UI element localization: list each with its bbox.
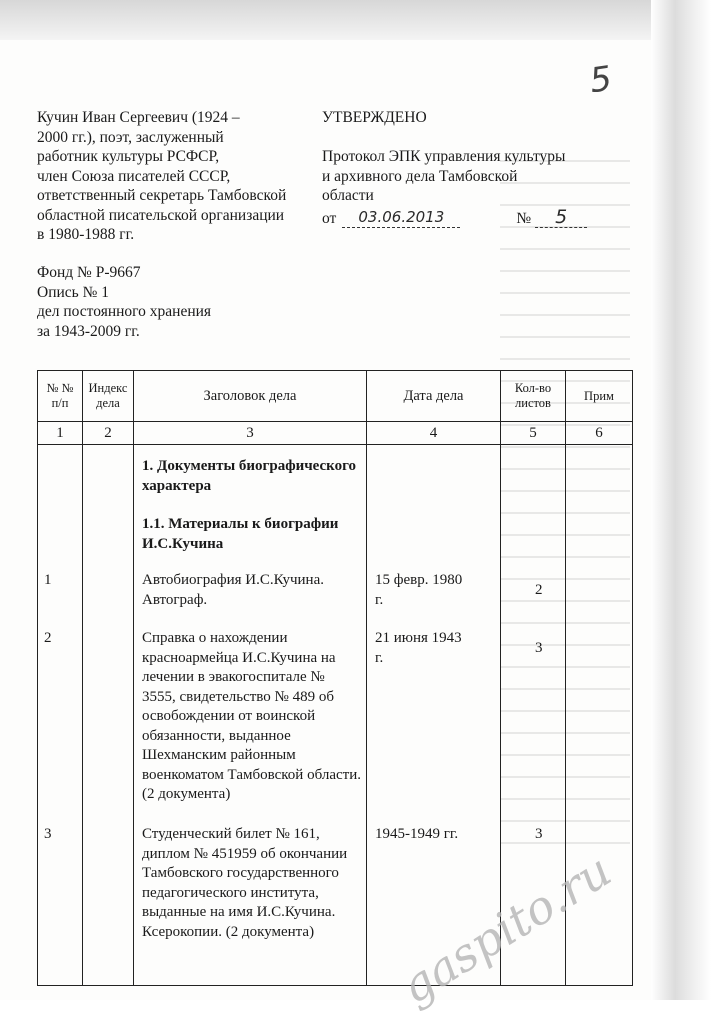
column-number: 3 [134, 422, 367, 445]
header-sheets: Кол-во листов [501, 371, 566, 422]
storage-type: дел постоянного хранения [37, 303, 212, 320]
row-sheets: 2 [535, 582, 543, 598]
creator-line: член Союза писателей СССР, [37, 167, 231, 185]
fund-creator-description [37, 108, 297, 245]
column-number: 2 [83, 422, 134, 445]
creator-line: 2000 гг.), поэт, заслуженный [37, 128, 224, 146]
subsection-heading: 1.1. Материалы к биографии И.С.Кучина [142, 516, 339, 552]
fund-years: за 1943-2009 гг. [37, 322, 140, 340]
inventory-number: Опись № 1 [37, 283, 110, 301]
column-number: 6 [566, 422, 633, 445]
creator-line: в 1980-1988 гг. [37, 226, 135, 243]
row-sheets: 3 [535, 640, 543, 656]
row-number: 3 [44, 826, 52, 842]
header-notes: Прим [566, 371, 633, 422]
scan-top-edge [0, 0, 711, 40]
number-label: № [516, 209, 532, 227]
row-number: 1 [44, 572, 52, 588]
row-date: 15 февр. 1980 г. [375, 572, 463, 608]
protocol-date-line [322, 205, 592, 229]
protocol-line: области [322, 187, 374, 204]
header-number: № № п/п [38, 371, 83, 422]
approved-heading: УТВЕРЖДЕНО [322, 109, 427, 126]
row-date: 21 июня 1943 г. [375, 630, 462, 666]
header-title: Заголовок дела [134, 371, 367, 422]
date-cell [367, 445, 501, 986]
column-number: 1 [38, 422, 83, 445]
column-number-row [38, 422, 633, 445]
from-label: от [322, 209, 337, 227]
row-title: Студенческий билет № 161, диплом № 451959 об окончании Тамбовского государственного педагогического института, выданные на имя И.С.Кучина. Ксерокопии. (2 документа) [142, 826, 348, 940]
header-date: Дата дела [367, 371, 501, 422]
creator-line: Кучин Иван Сергеевич (1924 – [37, 109, 240, 126]
row-sheets: 3 [535, 826, 543, 842]
page-number: 5 [587, 58, 615, 102]
handwritten-number: 5 [535, 208, 587, 229]
approval-block [322, 108, 592, 228]
creator-line: работник культуры РСФСР, [37, 148, 220, 165]
section-heading: 1. Документы биографического характера [142, 458, 357, 494]
number-cell [38, 445, 83, 986]
protocol-line: и архивного дела Тамбовской [322, 167, 518, 185]
fund-info [37, 263, 297, 341]
index-cell [83, 445, 134, 986]
row-title: Автобиография И.С.Кучина. Автограф. [142, 572, 324, 608]
scan-right-edge [651, 0, 711, 1000]
column-number: 4 [367, 422, 501, 445]
fund-number: Фонд № Р-9667 [37, 264, 141, 281]
watermark: gaspito.ru [391, 843, 621, 1014]
creator-line: областной писательской организации [37, 206, 285, 224]
column-number: 5 [501, 422, 566, 445]
row-date: 1945-1949 гг. [375, 826, 459, 842]
row-title: Справка о нахождении красноармейца И.С.Кучина на лечении в эвакогоспитале № 3555, свидетельство № 489 об освобождении от воинской обязанности, выданное Шехманским районным военкоматом Тамбовской области. (2 документа) [142, 630, 361, 802]
row-number: 2 [44, 630, 52, 646]
title-cell [134, 445, 367, 986]
header-index: Индекс дела [83, 371, 134, 422]
table-header-row [38, 371, 633, 422]
protocol-line: Протокол ЭПК управления культуры [322, 148, 566, 165]
creator-line: ответственный секретарь Тамбовской [37, 187, 287, 204]
handwritten-date: 03.06.2013 [342, 208, 460, 229]
